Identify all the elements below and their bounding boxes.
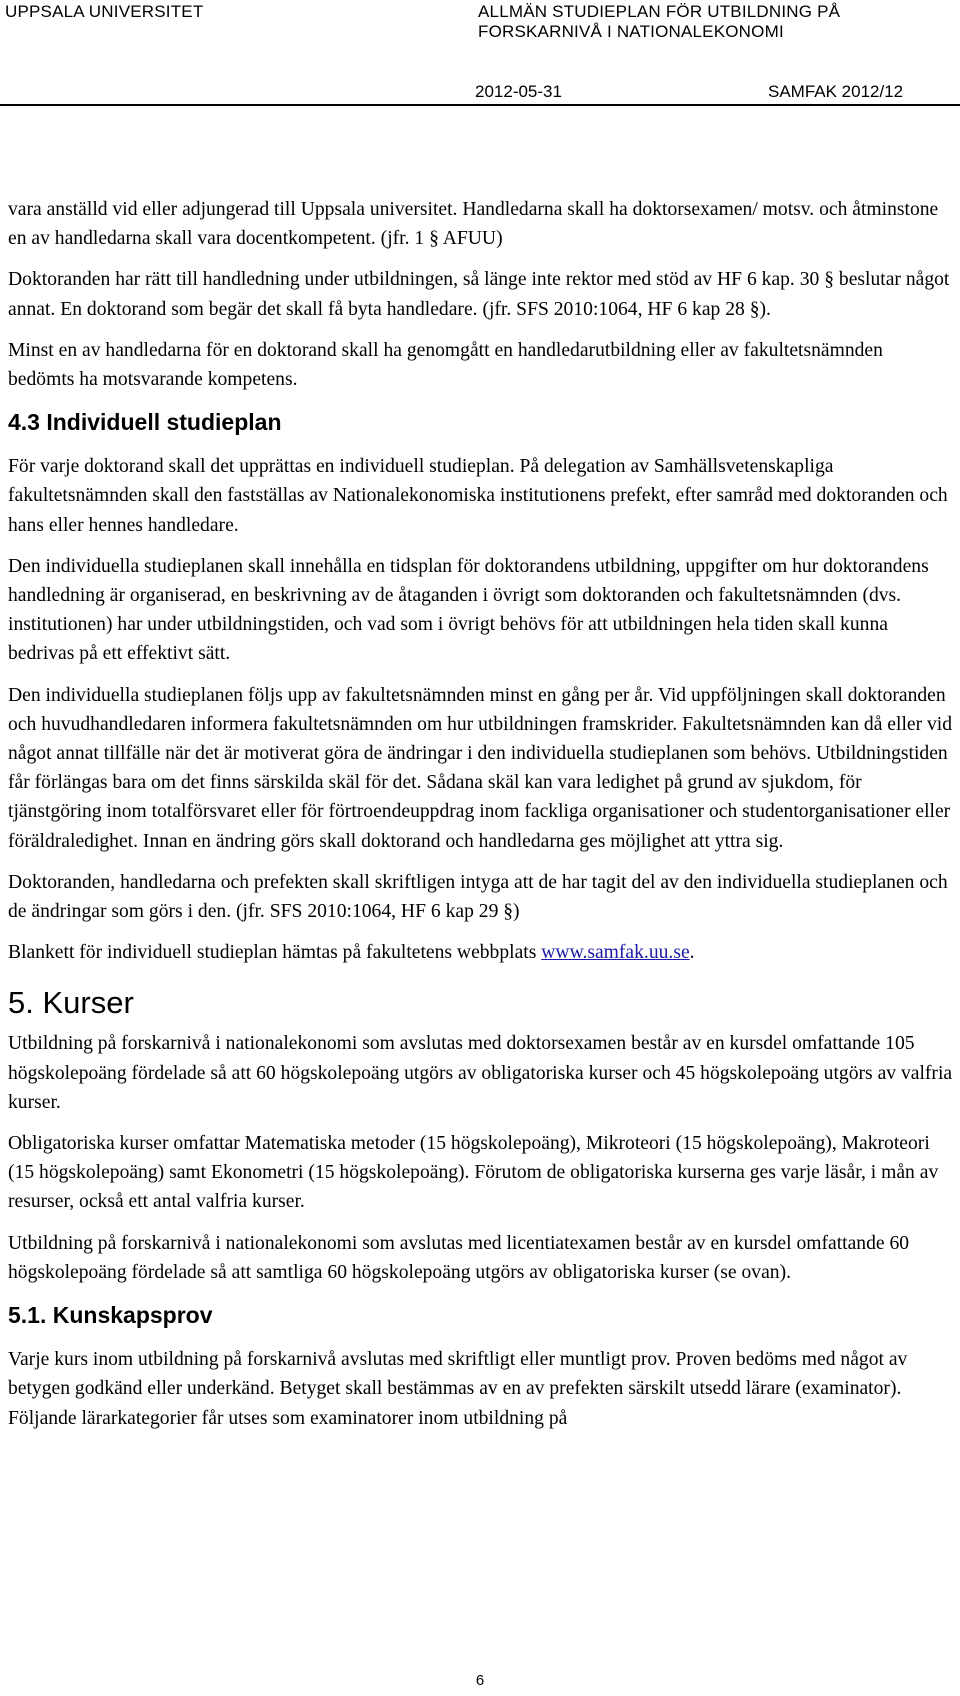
- paragraph-courses-doctorate: Utbildning på forskarnivå i nationalekonomi som avslutas med doktorsexamen består av en kursdel omfattande 105 högskolepoäng fördelade så att 60 högskolepoäng utgörs av obligatoriska kurser och 45 högskolepoäng utgörs av valfria kurser.: [8, 1033, 953, 1113]
- form-text-end: .: [689, 942, 695, 964]
- form-text: Blankett för individuell studieplan hämtas på fakultetens webbplats: [8, 942, 542, 964]
- header-date: 2012-05-31: [475, 82, 562, 101]
- header-reference: SAMFAK 2012/12: [768, 82, 904, 101]
- paragraph-supervisor-employment: vara anställd vid eller adjungerad till Uppsala universitet. Handledarna skall ha doktorsexamen/ motsv. och åtminstone en av handledarna skall vara docentkompetent. (jfr. 1 § AFUU): [8, 199, 939, 250]
- section-heading-knowledge-tests: 5.1. Kunskapsprov: [8, 1302, 213, 1329]
- paragraph-study-plan-content: Den individuella studieplanen skall innehålla en tidsplan för doktorandens utbildning, uppgifter om hur doktorandens handledning är organiserad, en beskrivning av de åtaganden i övrigt som doktoranden och fakultetsnämnden (dvs. institutionen) har under utbildningstiden, och vad som i övrigt behövs för att utbildningen hela tiden skall kunna bedrivas på ett effektivt sätt.: [8, 555, 929, 665]
- paragraph-study-plan-followup: Den individuella studieplanen följs upp av fakultetsnämnden minst en gång per år. Vid uppföljningen skall doktoranden och huvudhandledaren informera fakultetsnämnden om hur utbildningen framskrider. Fakultetsnämnden kan då eller vid något annat tillfälle när det är motiverat göra de ändringar i den individuella studieplanen som behövs. Utbildningstiden får förlängas bara om det finns särskilda skäl för det. Sådana skäl kan vara ledighet på grund av sjukdom, för tjänstgöring inom totalförsvaret eller för förtroendeuppdrag inom fackliga organisationer och studentorganisationer eller föräldraledighet. Innan en ändring görs skall doktorand och handledarna ges möjlighet att yttra sig.: [8, 684, 953, 852]
- paragraph-knowledge-tests: Varje kurs inom utbildning på forskarnivå avslutas med skriftligt eller muntligt prov. Proven bedöms med något av betygen godkänd eller underkänd. Betyget skall bestämmas av en av prefekten särskilt utsedd lärare (examinator). Följande lärarkategorier får utses som examinatorer inom utbildning på: [8, 1349, 908, 1429]
- section-heading-individual-study-plan: 4.3 Individuell studieplan: [8, 409, 282, 436]
- samfak-website-link[interactable]: www.samfak.uu.se: [541, 942, 690, 964]
- paragraph-supervisor-training: Minst en av handledarna för en doktorand skall ha genomgått en handledarutbildning eller av fakultetsnämnden bedömts ha motsvarande kompetens.: [8, 339, 883, 391]
- chapter-heading-courses: 5. Kurser: [8, 985, 134, 1021]
- paragraph-mandatory-courses: Obligatoriska kurser omfattar Matematiska metoder (15 högskolepoäng), Mikroteori (15 högskolepoäng), Makroteori (15 högskolepoäng) samt Ekonometri (15 högskolepoäng). Förutom de obligatoriska kurserna ges varje läsår, i mån av resurser, också ett antal valfria kurser.: [8, 1133, 939, 1213]
- paragraph-study-plan-form: [8, 938, 953, 967]
- page-header: [0, 0, 960, 106]
- header-divider: [0, 104, 960, 106]
- document-body: [8, 195, 953, 1445]
- paragraph-supervision-right: Doktoranden har rätt till handledning under utbildningen, så länge inte rektor med stöd av HF 6 kap. 30 § beslutar något annat. En doktorand som begär det skall få byta handledare. (jfr. SFS 2010:1064, HF 6 kap 28 §).: [8, 269, 950, 320]
- header-document-title: ALLMÄN STUDIEPLAN FÖR UTBILDNING PÅ FORSKARNIVÅ I NATIONALEKONOMI: [478, 2, 841, 41]
- header-university: UPPSALA UNIVERSITET: [5, 2, 204, 21]
- paragraph-study-plan-intro: För varje doktorand skall det upprättas en individuell studieplan. På delegation av Samhällsvetenskapliga fakultetsnämnden skall den fastställas av Nationalekonomiska institutionens prefekt, efter samråd med doktoranden och hans eller hennes handledare.: [8, 456, 948, 536]
- paragraph-study-plan-attest: Doktoranden, handledarna och prefekten skall skriftligen intyga att de har tagit del av den individuella studieplanen och de ändringar som görs i den. (jfr. SFS 2010:1064, HF 6 kap 29 §): [8, 871, 948, 923]
- paragraph-courses-licentiate: Utbildning på forskarnivå i nationalekonomi som avslutas med licentiatexamen består av en kursdel omfattande 60 högskolepoäng fördelade så att samtliga 60 högskolepoäng utgörs av obligatoriska kurser (se ovan).: [8, 1232, 910, 1283]
- page-number: 6: [475, 1672, 485, 1689]
